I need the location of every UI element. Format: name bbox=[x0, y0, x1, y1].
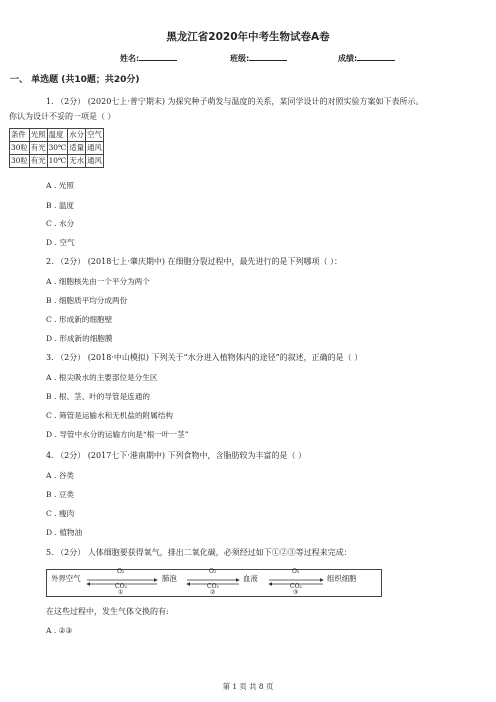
table-row bbox=[10, 155, 104, 168]
q5-text-line2: 在这些过程中，发生气体交换的有: bbox=[46, 607, 169, 616]
q1-option-b[interactable]: B . 温度 bbox=[46, 201, 75, 210]
label-co2-2: CO₂ bbox=[207, 583, 219, 590]
table-cell: 10℃ bbox=[47, 155, 68, 168]
name-label: 姓名: bbox=[120, 54, 140, 63]
q4-option-b[interactable]: B . 豆类 bbox=[46, 490, 75, 499]
q1-option-d[interactable]: D . 空气 bbox=[46, 238, 75, 247]
q3-option-b[interactable]: B . 根、茎、叶的导管是连通的 bbox=[46, 392, 150, 401]
table-cell: 条件 bbox=[10, 129, 30, 142]
table-cell: 30℃ bbox=[47, 142, 68, 155]
diagram-node-blood: 血液 bbox=[243, 574, 258, 583]
q2-text: 2. （2分） (2018七上·肇庆期中) 在细胞分裂过程中，最先进行的是下列哪项（ ）： bbox=[46, 257, 343, 266]
diagram-node-outside-air: 外界空气 bbox=[51, 574, 81, 583]
table-row bbox=[10, 129, 104, 142]
label-o2-1: O₂ bbox=[117, 568, 125, 575]
q1-text-line1: 1. （2分） (2020七上·普宁期末) 为探究种子萌发与温度的关系，某同学设计的对照实验方案如下表所示。 bbox=[46, 97, 424, 106]
class-label: 班级: bbox=[230, 54, 250, 63]
q5-text: 5. （2分） 人体细胞要获得氧气，排出二氧化碳，必须经过如下①②③等过程来完成： bbox=[46, 548, 352, 557]
diagram-node-tissue-cells: 组织细胞 bbox=[327, 574, 357, 583]
process-number-1: ① bbox=[118, 589, 124, 596]
table-cell: 无水 bbox=[68, 155, 86, 168]
score-field[interactable] bbox=[338, 53, 395, 64]
q2-option-a[interactable]: A . 细胞核先由一个平分为两个 bbox=[46, 277, 150, 286]
process-number-2: ② bbox=[210, 589, 216, 596]
table-row bbox=[10, 142, 104, 155]
q3-option-c[interactable]: C . 筛管是运输水和无机盐的附属结构 bbox=[46, 411, 173, 420]
q3-text: 3. （2分） (2018·中山模拟) 下列关于“水分进入植物体内的途径”的叙述，正确的是（ ） bbox=[46, 353, 363, 362]
q4-option-a[interactable]: A . 谷类 bbox=[46, 471, 74, 480]
table-cell: 有光 bbox=[29, 142, 47, 155]
q4-option-d[interactable]: D . 植物油 bbox=[46, 528, 83, 537]
table-cell: 适量 bbox=[68, 142, 86, 155]
q1-text-line2: 你认为设计不妥的一项是（ ） bbox=[9, 112, 116, 121]
q4-text: 4. （2分） (2017七下·港南期中) 下列食物中，含脂肪较为丰富的是（ ） bbox=[46, 451, 307, 460]
label-co2-3: CO₂ bbox=[290, 583, 302, 590]
process-number-3: ③ bbox=[293, 589, 299, 596]
table-cell: 有光 bbox=[29, 155, 47, 168]
gas-exchange-diagram bbox=[46, 569, 382, 597]
label-o2-2: O₂ bbox=[209, 568, 217, 575]
table-cell: 30粒 bbox=[10, 142, 30, 155]
label-o2-3: O₂ bbox=[292, 568, 300, 575]
page-title: 黑龙江省2020年中考生物试卷A卷 bbox=[166, 31, 330, 43]
table-cell: 水分 bbox=[68, 129, 86, 142]
q1-option-a[interactable]: A . 光照 bbox=[46, 181, 74, 190]
table-cell: 温度 bbox=[47, 129, 68, 142]
q2-option-d[interactable]: D . 形成新的细胞膜 bbox=[46, 334, 113, 343]
q1-option-c[interactable]: C . 水分 bbox=[46, 219, 75, 228]
table-cell: 光照 bbox=[29, 129, 47, 142]
section-heading: 一、 单选题 (共10题；共20分) bbox=[10, 75, 140, 85]
q3-option-d[interactable]: D . 导管中水分的运输方向是“根一叶一茎” bbox=[46, 430, 189, 439]
q5-option-a[interactable]: A . ②③ bbox=[46, 626, 73, 635]
page-footer: 第 1 页 共 8 页 bbox=[222, 682, 274, 691]
diagram-node-alveoli: 肺泡 bbox=[162, 574, 177, 583]
q2-option-c[interactable]: C . 形成新的细胞壁 bbox=[46, 315, 113, 324]
label-co2-1: CO₂ bbox=[115, 583, 127, 590]
q4-option-c[interactable]: C . 瘦肉 bbox=[46, 509, 75, 518]
table-cell: 30粒 bbox=[10, 155, 30, 168]
q3-option-a[interactable]: A . 根尖吸水的主要部位是分生区 bbox=[46, 373, 158, 382]
score-label: 成绩: bbox=[338, 54, 358, 63]
q1-experiment-table bbox=[9, 128, 104, 168]
q2-option-b[interactable]: B . 细胞质平均分成两份 bbox=[46, 296, 128, 305]
table-cell: 空气 bbox=[86, 129, 104, 142]
table-cell: 通风 bbox=[86, 142, 104, 155]
class-field[interactable] bbox=[230, 53, 287, 64]
table-cell: 通风 bbox=[86, 155, 104, 168]
name-field[interactable] bbox=[120, 53, 177, 64]
